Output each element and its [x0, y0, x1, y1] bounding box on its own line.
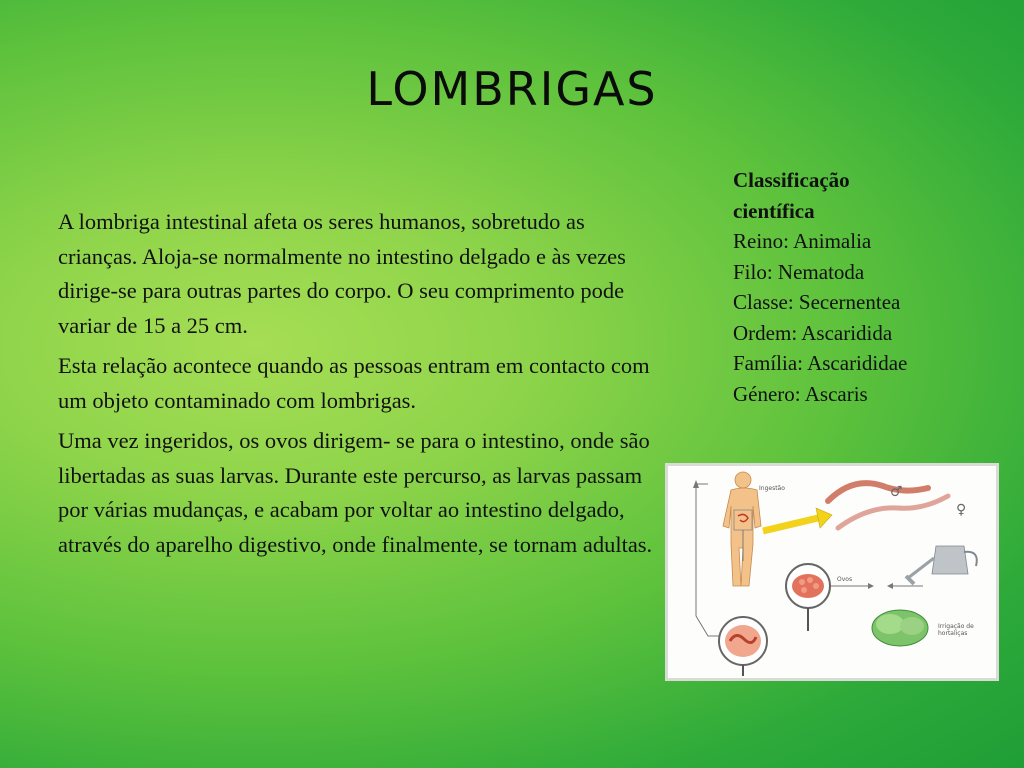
body-text [58, 205, 658, 568]
life-cycle-diagram [665, 463, 999, 681]
watering-can-icon [906, 546, 977, 584]
worm-icon [828, 483, 948, 528]
classification-familia: Família: Ascarididae [733, 351, 908, 375]
label-ingestao: Ingestão [759, 485, 785, 492]
paragraph-intro: A lombriga intestinal afeta os seres humanos, sobretudo as crianças. Aloja-se normalmente no intestino delgado e às vezes dirige-se para outras partes do corpo. O seu comprimento pode variar de 15 a 25 cm. [58, 209, 626, 338]
classification-heading-line2: científica [733, 198, 815, 223]
eggs-magnifier-icon [786, 564, 830, 631]
slide-title: LOMBRIGAS [366, 62, 658, 116]
paragraph-contact: Esta relação acontece quando as pessoas entram em contacto com um objeto contaminado com lombrigas. [58, 353, 650, 413]
classification-filo: Filo: Nematoda [733, 259, 865, 284]
classification-ordem: Ordem: Ascaridida [733, 320, 893, 345]
classification-box [733, 165, 993, 409]
paragraph-cycle: Uma vez ingeridos, os ovos dirigem- se para o intestino, onde são libertadas as suas larvas. Durante este percurso, as larvas passam por várias mudanças, e acabam por voltar ao intestino delgado, através do aparelho digestivo, onde finalmente, se tornam adultas. [58, 428, 653, 557]
classification-classe: Classe: Secernentea [733, 290, 901, 314]
male-symbol: ♂ [890, 484, 903, 500]
human-body-icon [723, 472, 761, 586]
label-irrigacao-2: hortaliças [938, 630, 968, 637]
lettuce-icon [872, 610, 928, 646]
life-cycle-illustration [668, 466, 996, 678]
female-symbol: ♀ [956, 502, 967, 518]
label-ovos: Ovos [837, 576, 853, 583]
classification-heading-line1: Classificação [733, 168, 850, 192]
classification-reino: Reino: Animalia [733, 229, 872, 253]
label-irrigacao-1: Irrigação de [938, 623, 974, 630]
intestine-magnifier-icon [719, 617, 767, 676]
classification-genero: Género: Ascaris [733, 381, 868, 406]
